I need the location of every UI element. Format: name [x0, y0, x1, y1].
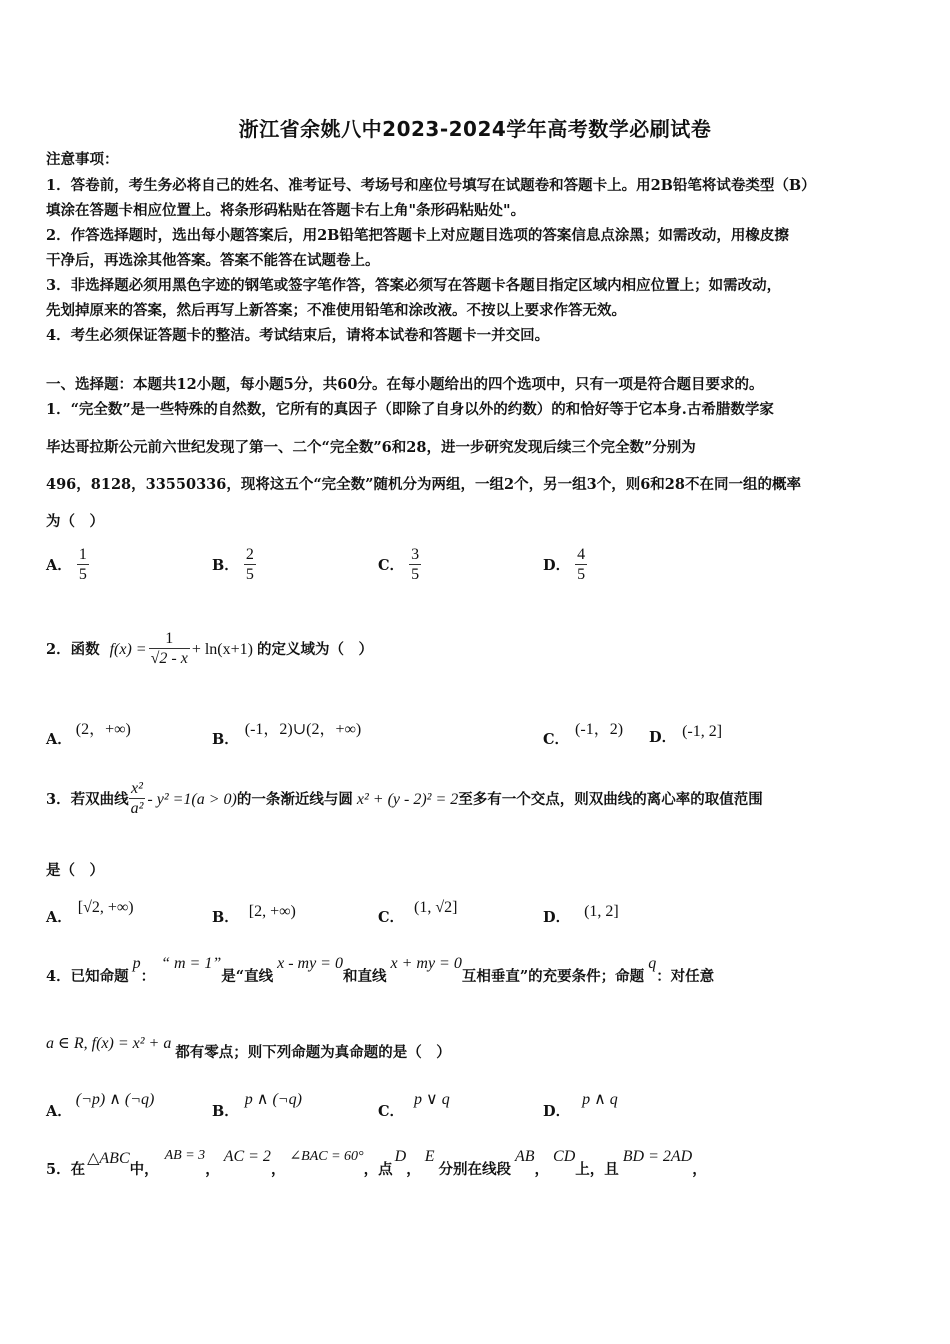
q1-option-d	[543, 546, 587, 585]
q3-option-b: B． [2, +∞)	[212, 903, 296, 926]
q2-option-a: A．(2，+∞)	[46, 721, 131, 748]
question-3-text: 3．若双曲线 $\frac{\text{x²}}{\text{a²}}$ - y² =1(a > 0) 的一条渐近线与圆 x² + (y - 2)² = 2 至多有一个交点，则双曲线的离心率的取值范围	[46, 780, 763, 817]
question-4-text: a ∈ R, f(x) = x² + a 都有零点；则下列命题为真命题的是（ ）	[46, 1035, 451, 1061]
option-fraction: $\frac{4}{5}$	[577, 546, 586, 583]
q2-option-c: C．(-1，2)	[543, 721, 624, 748]
option-fraction: $\frac{1}{5}$	[78, 546, 87, 583]
notice-line: 2．作答选择题时，选出每小题答案后，用2B铅笔把答题卡上对应题目选项的答案信息点涂黑；如需改动，用橡皮擦	[46, 227, 789, 244]
question-5-text: 5．在 △ABC 中， AB = 3 ， AC = 2 ， ∠BAC = 60° ，点 D ， E 分别在线段 AB ， CD 上，且 BD = 2AD ，	[46, 1148, 707, 1178]
q3-option-c: C．(1, √2]	[378, 899, 458, 926]
notice-line: 先划掉原来的答案，然后再写上新答案；不准使用铅笔和涂改液。不按以上要求作答无效。	[46, 302, 626, 319]
section-heading: 一、选择题：本题共12小题，每小题5分，共60分。在每小题给出的四个选项中，只有一项是符合题目要求的。	[46, 376, 764, 393]
notice-line: 填涂在答题卡相应位置上。将条形码粘贴在答题卡右上角"条形码粘贴处"。	[46, 202, 526, 219]
notice-line: 3．非选择题必须用黑色字迹的钢笔或签字笔作答，答案必须写在答题卡各题目指定区域内相应位置上；如需改动，	[46, 277, 782, 294]
option-fraction: $\frac{3}{5}$	[411, 546, 420, 583]
function-fraction: $\frac{1}{√2 - x}$	[150, 630, 188, 667]
q2-option-d: D． (-1, 2]	[649, 723, 723, 746]
notice-line: 干净后，再选涂其他答案。答案不能答在试题卷上。	[46, 252, 380, 269]
question-1-text: 1．“完全数”是一些特殊的自然数，它所有的真因子（即除了自身以外的约数）的和恰好等于它本身.古希腊数学家	[46, 401, 774, 418]
option-label: C．	[378, 557, 405, 574]
notice-line: 4．考生必须保证答题卡的整洁。考试结束后，请将本试卷和答题卡一并交回。	[46, 327, 550, 344]
question-3-text: 是（ ）	[46, 862, 104, 879]
q4-option-c: C．p ∨ q	[378, 1091, 450, 1120]
notice-line: 1．答卷前，考生务必将自己的姓名、准考证号、考场号和座位号填写在试题卷和答题卡上。用2B铅笔将试卷类型（B）	[46, 177, 816, 194]
q1-option-a	[46, 546, 89, 585]
question-1-text: 为（ ）	[46, 513, 104, 530]
page-title: 浙江省余姚八中2023-2024学年高考数学必刷试卷	[238, 117, 712, 141]
hyperbola-fraction: $\frac{\text{x²}}{\text{a²}}$	[130, 780, 144, 817]
q1-option-c	[378, 546, 421, 585]
q1-option-b	[212, 546, 256, 585]
option-label: D．	[543, 557, 571, 574]
question-4-text: 4．已知命题 p ： “ m = 1” 是“直线 x - my = 0 和直线 x + my = 0 互相垂直”的充要条件；命题 q ：对任意	[46, 955, 715, 985]
option-label: B．	[212, 557, 239, 574]
question-1-text: 496，8128，33550336，现将这五个“完全数”随机分为两组，一组2个，另一组3个，则6和28不在同一组的概率	[46, 476, 801, 493]
question-2-text: 2．函数 f(x) = $\frac{1}{√2 - x}$ + ln(x+1) 的定义域为（ ）	[46, 630, 373, 667]
notice-heading: 注意事项：	[46, 151, 119, 168]
q3-option-a: A．[√2, +∞)	[46, 899, 134, 926]
option-label: A．	[46, 557, 72, 574]
question-1-text: 毕达哥拉斯公元前六世纪发现了第一、二个“完全数”6和28，进一步研究发现后续三个完全数”分别为	[46, 439, 696, 456]
q4-option-b: B．p ∧ (¬q)	[212, 1091, 302, 1120]
q3-option-d: D． (1, 2]	[543, 903, 619, 926]
q4-option-a: A．(¬p) ∧ (¬q)	[46, 1091, 155, 1120]
option-fraction: $\frac{2}{5}$	[245, 546, 254, 583]
q4-option-d: D．p ∧ q	[543, 1091, 618, 1120]
q2-option-b: B．(-1，2)∪(2，+∞)	[212, 721, 362, 748]
